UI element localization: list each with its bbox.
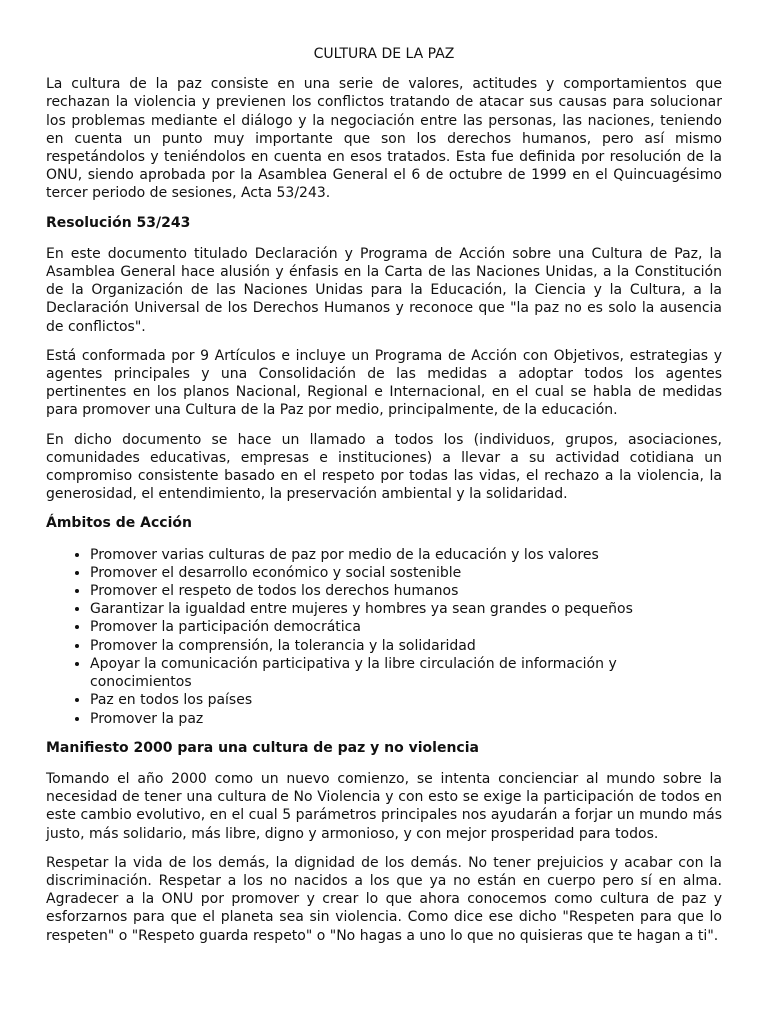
list-item: • Promover la comprensión, la tolerancia y la solidaridad (90, 637, 722, 655)
section-heading-manifiesto: Manifiesto 2000 para una cultura de paz y no violencia (46, 739, 479, 756)
list-item: • Apoyar la comunicación participativa y la libre circulación de información y conocimientos (90, 655, 722, 691)
list-item: • Promover el respeto de todos los derechos humanos (90, 582, 722, 600)
resolucion-paragraph-2: Está conformada por 9 Artículos e incluye un Programa de Acción con Objetivos, estrategias y agentes principales y una Consolidación de las medidas a adoptar todos los agentes pertinentes en los planos Nacional, Regional e Internacional, en el cual se habla de medidas para promover una Cultura de la Paz por medio, principalmente, de la educación. (46, 347, 722, 419)
list-item: • Promover varias culturas de paz por medio de la educación y los valores (90, 546, 722, 564)
section-heading-ambitos: Ámbitos de Acción (46, 515, 192, 532)
manifiesto-paragraph-2: Respetar la vida de los demás, la dignidad de los demás. No tener prejuicios y acabar con la discriminación. Respetar a los no nacidos a los que ya no están en cuerpo pero sí en alma. Agradecer a la ONU por promover y crear lo que ahora conocemos como cultura de paz y esforzarnos para que el planeta sea sin violencia. Como dice ese dicho "Respeten para que lo respeten" o "Respeto guarda respeto" o "No hagas a uno lo que no quisieras que te hagan a ti". (46, 854, 722, 944)
intro-paragraph: La cultura de la paz consiste en una serie de valores, actitudes y comportamientos que rechazan la violencia y previenen los conflictos tratando de atacar sus causas para solucionar los problemas mediante el diálogo y la negociación entre las personas, las naciones, teniendo en cuenta un punto muy importante que son los derechos humanos, pero así mismo respetándolos y teniéndolos en cuenta en esos tratados. Esta fue definida por resolución de la ONU, siendo aprobada por la Asamblea General el 6 de octubre de 1999 en el Quincuagésimo tercer periodo de sesiones, Acta 53/243. (46, 76, 722, 202)
resolucion-paragraph-3: En dicho documento se hace un llamado a todos los (individuos, grupos, asociaciones, comunidades educativas, empresas e instituciones) a llevar a su actividad cotidiana un compromiso consistente basado en el respeto por todas las vidas, el rechazo a la violencia, la generosidad, el entendimiento, la preservación ambiental y la solidaridad. (46, 431, 722, 503)
manifiesto-paragraph-1: Tomando el año 2000 como un nuevo comienzo, se intenta concienciar al mundo sobre la necesidad de tener una cultura de No Violencia y con esto se exige la participación de todos en este cambio evolutivo, en el cual 5 parámetros principales nos ayudarán a forjar un mundo más justo, más solidario, más libre, digno y armonioso, y con mejor prosperidad para todos. (46, 770, 722, 842)
section-heading-resolucion: Resolución 53/243 (46, 214, 191, 231)
list-item: • Promover la participación democrática (90, 618, 722, 636)
resolucion-paragraph-1: En este documento titulado Declaración y Programa de Acción sobre una Cultura de Paz, la Asamblea General hace alusión y énfasis en la Carta de las Naciones Unidas, a la Constitución de la Organización de las Naciones Unidas para la Educación, la Ciencia y la Cultura, a la Declaración Universal de los Derechos Humanos y reconoce que "la paz no es solo la ausencia de conflictos". (46, 245, 722, 335)
list-item: • Promover la paz (90, 710, 722, 728)
list-item: • Garantizar la igualdad entre mujeres y hombres ya sean grandes o pequeños (90, 600, 722, 618)
list-item: • Paz en todos los países (90, 691, 722, 709)
document-title: CULTURA DE LA PAZ (313, 46, 455, 62)
list-item: • Promover el desarrollo económico y social sostenible (90, 564, 722, 582)
ambitos-list (46, 546, 722, 728)
